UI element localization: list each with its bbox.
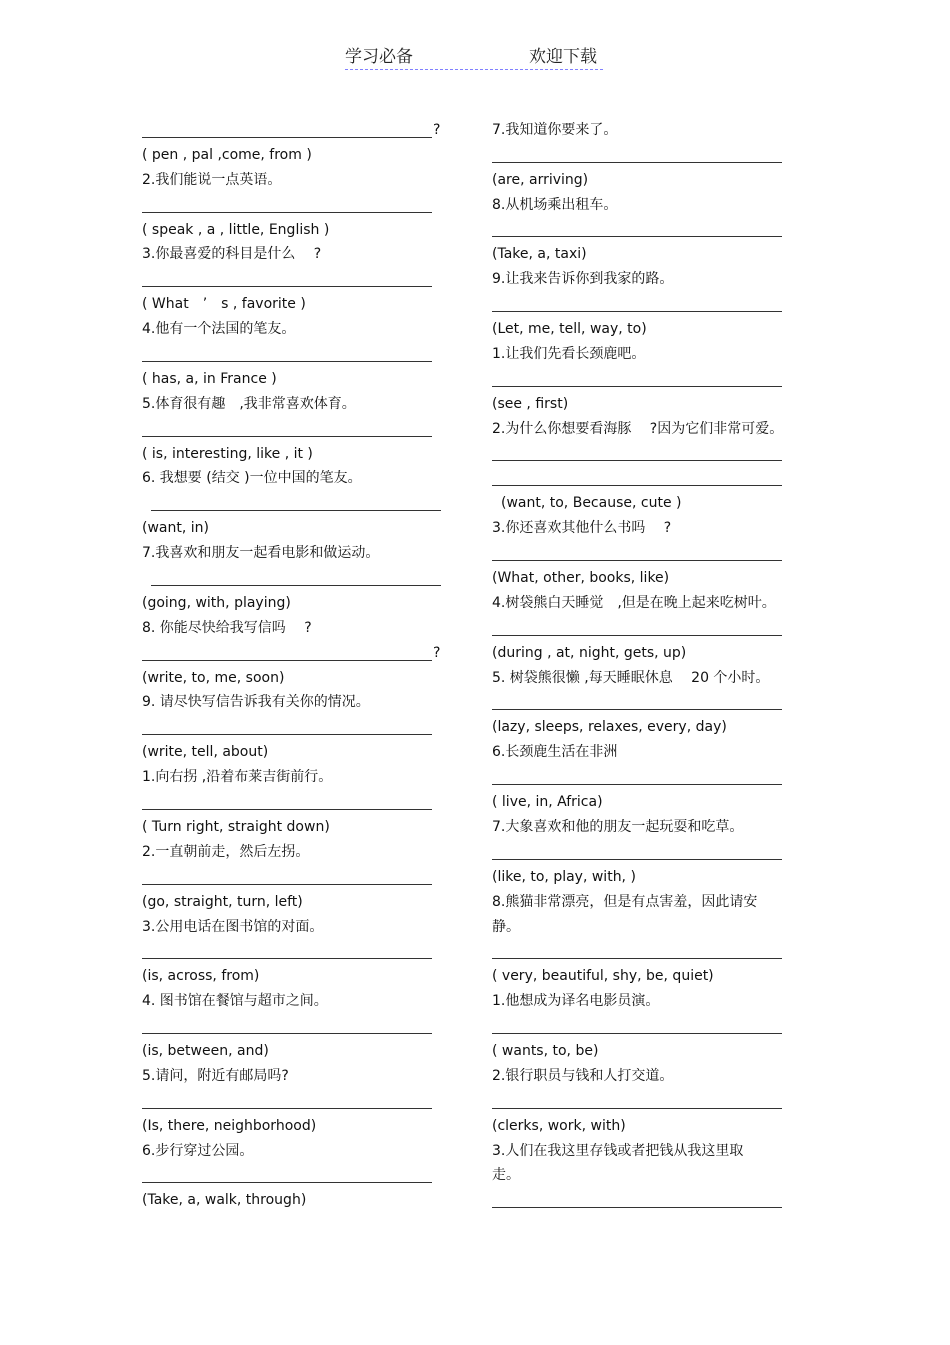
question-prompt: 5.体育很有趣 ,我非常喜欢体育。	[142, 395, 356, 412]
answer-blank-line	[492, 292, 802, 317]
answer-blank-line	[142, 193, 452, 218]
question-prompt: 7.大象喜欢和他的朋友一起玩耍和吃草。	[492, 818, 744, 835]
answer-blank-line	[492, 143, 802, 168]
question-prompt: 2.银行职员与钱和人打交道。	[492, 1067, 674, 1084]
answer-blank-line	[142, 641, 452, 666]
question-prompt: 6.长颈鹿生活在非洲	[492, 744, 618, 761]
question-prompt: 4.他有一个法国的笔友。	[142, 321, 296, 338]
answer-blank-line	[142, 715, 452, 740]
question-prompt: 3.公用电话在图书馆的对面。	[142, 918, 324, 935]
word-hint: (Is, there, neighborhood)	[142, 1117, 317, 1134]
question-prompt: 8. 你能尽快给我写信吗 ?	[142, 619, 312, 636]
word-hint: (write, tell, about)	[142, 744, 269, 761]
question-prompt: 3.人们在我这里存钱或者把钱从我这里取	[492, 1142, 744, 1159]
word-hint: (write, to, me, soon)	[142, 669, 285, 686]
left-column	[142, 118, 452, 1213]
question-prompt: 1.让我们先看长颈鹿吧。	[492, 346, 646, 363]
word-hint: (What, other, books, like)	[492, 570, 670, 587]
answer-blank-line	[142, 118, 452, 143]
header-right-text: 欢迎下载	[529, 47, 597, 67]
word-hint: (Let, me, tell, way, to)	[492, 321, 647, 338]
word-hint: (clerks, work, with)	[492, 1117, 626, 1134]
question-prompt: 4.树袋熊白天睡觉 ,但是在晚上起来吃树叶。	[492, 594, 776, 611]
question-prompt: 7.我知道你要来了。	[492, 122, 618, 138]
question-prompt: 6.步行穿过公园。	[142, 1142, 254, 1159]
answer-blank-line	[492, 442, 802, 467]
question-prompt: 5. 树袋熊很懒 ,每天睡眠休息 20 个小时。	[492, 669, 770, 686]
question-prompt: 1.他想成为译名电影员演。	[492, 993, 660, 1010]
word-hint: (are, arriving)	[492, 171, 589, 188]
question-prompt: 8.熊猫非常漂亮，但是有点害羞，因此请安	[492, 893, 758, 910]
question-prompt: 8.从机场乘出租车。	[492, 196, 618, 213]
answer-blank-line	[142, 566, 452, 591]
question-prompt: 7.我喜欢和朋友一起看电影和做运动。	[142, 545, 380, 562]
word-hint: 静。	[492, 918, 520, 935]
word-hint: 走。	[492, 1167, 520, 1184]
answer-blank-line	[492, 616, 802, 641]
word-hint: (during , at, night, gets, up)	[492, 644, 687, 661]
word-hint: ( pen , pal ,come, from )	[142, 146, 312, 163]
question-prompt: 2.一直朝前走，然后左拐。	[142, 843, 310, 860]
word-hint: (lazy, sleeps, relaxes, every, day)	[492, 719, 727, 736]
word-hint: ( live, in, Africa)	[492, 794, 603, 811]
question-prompt: 2.我们能说一点英语。	[142, 171, 282, 188]
word-hint: ( wants, to, be)	[492, 1042, 599, 1059]
word-hint: (Take, a, taxi)	[492, 246, 587, 263]
answer-blank-line	[492, 1014, 802, 1039]
word-hint: ( is, interesting, like , it )	[142, 445, 313, 462]
word-hint: (Take, a, walk, through)	[142, 1192, 307, 1209]
answer-blank-line	[492, 765, 802, 790]
answer-blank-line	[142, 267, 452, 292]
question-mark: ?	[433, 644, 441, 661]
word-hint: (see , first)	[492, 395, 569, 412]
question-mark: ?	[433, 122, 441, 138]
word-hint: ( speak , a , little, English )	[142, 221, 330, 238]
answer-blank-line	[492, 218, 802, 243]
question-prompt: 4. 图书馆在餐馆与超市之间。	[142, 993, 328, 1010]
question-prompt: 3.你最喜爱的科目是什么 ?	[142, 246, 322, 263]
answer-blank-line	[492, 1089, 802, 1114]
answer-blank-line	[492, 541, 802, 566]
answer-blank-line	[142, 491, 452, 516]
word-hint: ( has, a, in France )	[142, 370, 277, 387]
answer-blank-line	[492, 840, 802, 865]
right-column	[492, 118, 802, 1213]
answer-blank-line	[142, 790, 452, 815]
word-hint: (is, between, and)	[142, 1042, 269, 1059]
question-prompt: 2.为什么你想要看海豚 ?因为它们非常可爱。	[492, 420, 784, 437]
answer-blank-line	[492, 1188, 802, 1213]
word-hint: (is, across, from)	[142, 968, 260, 985]
question-prompt: 3.你还喜欢其他什么书吗 ?	[492, 520, 672, 537]
header-left-text: 学习必备	[345, 47, 413, 67]
answer-blank-line	[492, 367, 802, 392]
word-hint: ( What ’ s , favorite )	[142, 296, 306, 313]
question-prompt: 5.请问，附近有邮局吗?	[142, 1067, 289, 1084]
question-prompt: 9. 请尽快写信告诉我有关你的情况。	[142, 694, 370, 711]
word-hint: (going, with, playing)	[142, 594, 291, 611]
answer-blank-line	[492, 466, 802, 491]
question-prompt: 1.向右拐 ,沿着布莱吉街前行。	[142, 769, 333, 786]
question-prompt: 6. 我想要 (结交 )一位中国的笔友。	[142, 470, 362, 487]
word-hint: ( Turn right, straight down)	[142, 818, 330, 835]
answer-blank-line	[142, 939, 452, 964]
word-hint: ( very, beautiful, shy, be, quiet)	[492, 968, 714, 985]
word-hint: (want, to, Because, cute )	[501, 495, 682, 512]
page-header	[345, 46, 603, 72]
answer-blank-line	[142, 1014, 452, 1039]
answer-blank-line	[142, 1089, 452, 1114]
word-hint: (go, straight, turn, left)	[142, 893, 303, 910]
question-prompt: 9.让我来告诉你到我家的路。	[492, 271, 674, 288]
header-dashed-underline	[345, 69, 603, 70]
answer-blank-line	[492, 939, 802, 964]
answer-blank-line	[492, 690, 802, 715]
answer-blank-line	[142, 417, 452, 442]
answer-blank-line	[142, 342, 452, 367]
answer-blank-line	[142, 1163, 452, 1188]
word-hint: (want, in)	[142, 520, 209, 537]
answer-blank-line	[142, 865, 452, 890]
word-hint: (like, to, play, with, )	[492, 868, 636, 885]
